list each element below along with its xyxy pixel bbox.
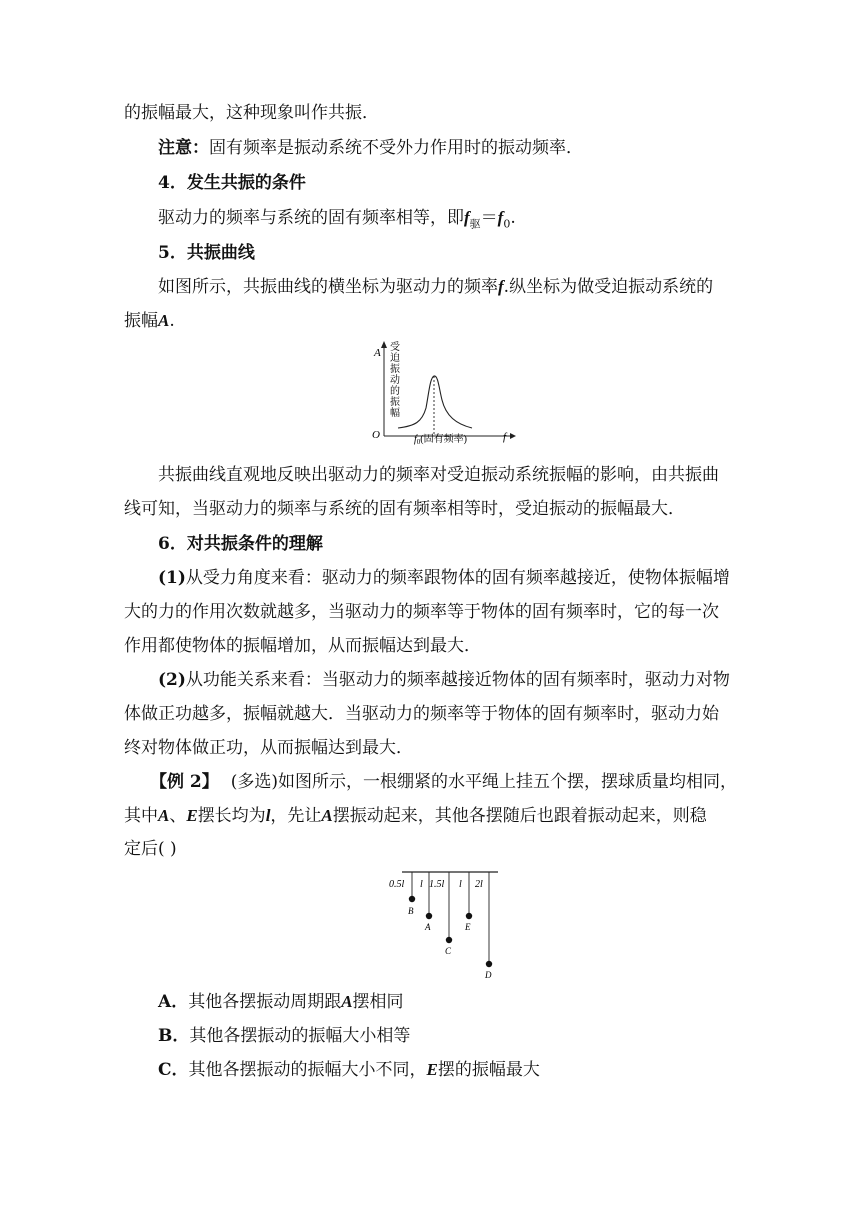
heading-6: 6．对共振条件的理解 [158,534,323,554]
example-label: 【例 2】 [150,772,219,792]
note-label: 注意： [158,138,209,158]
bob-D [486,961,492,967]
para-1-line-3: 作用都使物体的振幅增加，从而振幅达到最大． [124,636,481,656]
svg-text:0.5l: 0.5l [389,879,405,890]
y-caption [390,341,400,419]
svg-text:l: l [459,879,462,890]
bob-C [446,937,452,943]
para-1-line-1: (1)从受力角度来看：驱动力的频率跟物体的固有频率越接近，使物体振幅增 [158,568,730,588]
svg-text:A: A [425,922,431,932]
resonance-curve [398,376,472,428]
svg-text:受: 受 [390,342,400,353]
y-axis-label: A [374,347,381,359]
example-line-3: 定后( ) [124,839,177,859]
svg-text:迫: 迫 [390,353,400,364]
bob-E [466,913,472,919]
svg-text:B: B [408,906,414,916]
heading-4: 4．发生共振的条件 [158,173,306,193]
para-2-line-2: 体做正功越多，振幅就越大．当驱动力的频率等于物体的固有频率时，驱动力始 [124,704,719,724]
svg-text:动: 动 [390,375,400,386]
svg-text:l: l [420,879,423,890]
para-2-line-1: (2)从功能关系来看：当驱动力的频率越接近物体的固有频率时，驱动力对物 [158,670,730,690]
para-2-line-3: 终对物体做正功，从而振幅达到最大． [124,738,413,758]
option-c: C．其他各摆振动的振幅大小不同，E摆的振幅最大 [158,1060,540,1080]
example-line-1: 【例 2】 (多选)如图所示，一根绷紧的水平绳上挂五个摆，摆球质量均相同， [150,772,738,792]
bob-B [409,896,415,902]
f0-label: $f_0$(固有频率) [414,434,467,446]
svg-text:E: E [465,922,471,932]
option-b: B．其他各摆振动的振幅大小相等 [158,1026,411,1046]
svg-text:2l: 2l [475,879,483,890]
x-axis-arrow [510,433,516,439]
svg-text:D: D [485,970,492,980]
y-axis-arrow [381,341,387,348]
svg-text:振: 振 [390,397,400,408]
curve-desc-line-2: 振幅A. [124,311,175,331]
bob-A [426,913,432,919]
condition-line: 驱动力的频率与系统的固有频率相等，即$f_驱=f_0$. [158,208,516,231]
svg-text:C: C [445,946,452,956]
x-axis-label: f [503,431,507,443]
note-line: 注意：固有频率是振动系统不受外力作用时的振动频率． [158,138,583,158]
curve-explain-1: 共振曲线直观地反映出驱动力的频率对受迫振动系统振幅的影响，由共振曲 [158,465,719,485]
pendulum-figure [384,866,504,984]
heading-5: 5．共振曲线 [158,243,255,263]
svg-text:1.5l: 1.5l [429,879,445,890]
example-line-2: 其中A、E摆长均为l，先让A摆振动起来，其他各摆随后也跟着振动起来，则稳 [124,806,707,826]
line-1: 的振幅最大，这种现象叫作共振． [124,103,379,123]
option-a: A．其他各摆振动周期跟A摆相同 [158,992,404,1012]
svg-text:的: 的 [390,386,400,397]
curve-explain-2: 线可知，当驱动力的频率与系统的固有频率相等时，受迫振动的振幅最大． [124,499,685,519]
origin-label: O [372,429,380,441]
para-1-line-2: 大的力的作用次数就越多，当驱动力的频率等于物体的固有频率时，它的每一次 [124,602,719,622]
curve-desc-line-1: 如图所示，共振曲线的横坐标为驱动力的频率f.纵坐标为做受迫振动系统的 [158,277,714,297]
svg-text:振: 振 [390,364,400,375]
svg-text:幅: 幅 [390,408,400,419]
resonance-curve-figure [360,336,520,448]
